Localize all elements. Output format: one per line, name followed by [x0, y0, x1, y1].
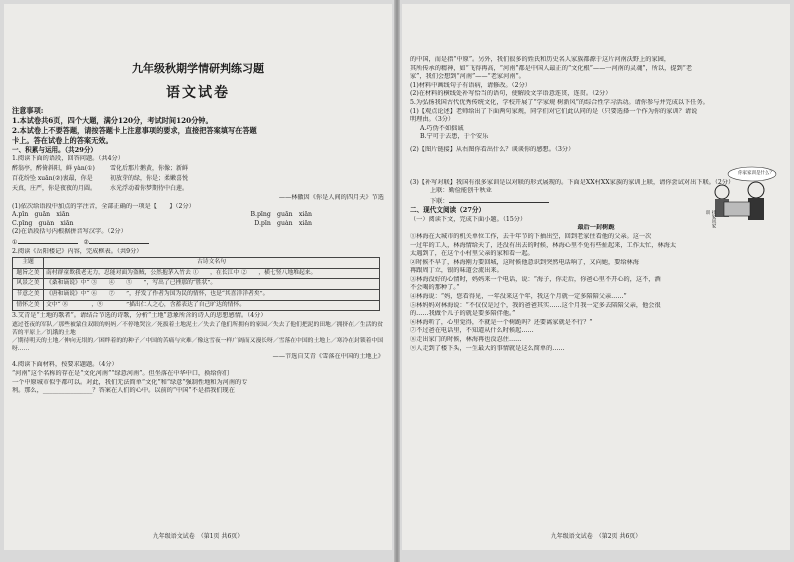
- notice-line: 卡上。答在试卷上的答案无效。: [12, 136, 113, 145]
- story-paragraph: ⑦不过爸在电话里，不知道从什么时候起……: [410, 327, 534, 335]
- part2-heading: 二、现代文阅读（27分）: [410, 206, 486, 215]
- page-right: [402, 4, 790, 550]
- page-footer: 九年级语文试卷 （第2页 共6页）: [550, 533, 642, 540]
- couplet-lower-label: 下联：: [430, 197, 449, 205]
- question-4: 4.阅读下面材料，按要求题题。（4分）: [12, 361, 118, 369]
- cartoon-label: 找家风家训: [705, 210, 716, 228]
- table-row: [13, 279, 380, 290]
- question-5-3: (3)【补写对联】我国有很多家训是以对联的形式展现的。下面是XX村XX家族的家训上联，请你尝试对出下联。（2分）: [410, 178, 735, 186]
- table-cell: 情怀之美: [13, 300, 44, 311]
- poem-line: 醉翁亭，醉倚斜阳，鲜 yàn(①): [12, 165, 95, 172]
- table-row: [13, 300, 380, 311]
- q3-poem: ／期待明天的土地／伸向无垠的／困绊着的的种子／中国的苦痛与灾难／像这雪夜一样广阔而又漫长呀／雪落在中国的土地上／寒冷在封锁着中国呀……: [12, 337, 384, 352]
- poem-col-left: [12, 164, 96, 194]
- poem-col-right: [110, 164, 188, 194]
- answer-blank: [89, 237, 149, 244]
- page-left: [4, 4, 392, 550]
- table-cell: 风景之美: [13, 279, 44, 290]
- story-paragraph: 再跟周丁立，银的味道会流出来。: [410, 267, 503, 275]
- answer-blanks: [12, 237, 384, 248]
- story-paragraph: 不会喝的那种了。”: [410, 284, 460, 292]
- question-3: 3.艾青是“土地的歌者”。请结合节选的诗歌，分析“土地”意象所含的诗人的思想感情。（4分）: [12, 312, 267, 320]
- table-cell: 《桑和谪说》中“ ③ ④ ⑤ ”，写出了已挫那的“胜状”。: [44, 279, 380, 290]
- story-paragraph: ①林海在大城市的机关单位工作，去千年节的下抽出空，回到老家住看他的父亲。这一次: [410, 232, 652, 240]
- story-paragraph: ②时候不早了，林海刚力要回城，这时候他意识到突然电话响了，又向她，要给林海: [410, 258, 639, 266]
- part2-subheading: （一）阅读下文，完成下面小题。（15分）: [410, 215, 527, 223]
- table-header: 主题: [13, 258, 44, 269]
- story-paragraph: 一过年的工人，林海情给天了，还没有出去的时候，林海心里不免有些扯起来，工作太忙，林海太: [410, 241, 677, 249]
- top-margin: [410, 4, 782, 56]
- question-5: 5.为弘扬我国古代优秀传统文化，学校开展了“学家规 树新风”的综合性学习活动。请你参与并完成以下任务。: [410, 98, 709, 106]
- poem-source: ——林徽因《你是人间的四月天》节选: [278, 194, 384, 201]
- poem-line: 水光浮动着你梦期待中白莲。: [110, 185, 189, 192]
- q5-option-a: A.巧伪不如拙诚: [420, 124, 464, 132]
- story-paragraph: ③林海没好的心情时，妈妈来一个电话，说：“海子，你走后，你爸心里不开心的，这不，酒: [410, 275, 661, 283]
- story-paragraph: ⑤林妈妈对林海说：“不仅仅是过个，我的爸爸其实……这个月我一定多去陪陪父亲，他会很: [410, 301, 661, 309]
- table-cell: 文中“ ⑧ ，⑨ ”描出仁人之心，含蓄表达了自己旷达的情怀。: [44, 300, 380, 311]
- option-b: B.pīng guān xiān: [250, 211, 312, 219]
- story-paragraph: ⑧走出家门的时候，林海再也没忍住……: [410, 336, 522, 344]
- q4-text: “河南”这个名称的存在是“文化河南”“绿意河南”。但坐落在中华中口，换给你们: [12, 369, 229, 377]
- question-5-2: (2)【图片链接】从右图你看出什么？谈谈你的感想。（3分）: [410, 145, 575, 153]
- table-cell: 题旨之美: [13, 268, 44, 279]
- page-fold: [394, 0, 400, 562]
- part1-heading: 一、积累与运用。（共29分）: [12, 146, 98, 154]
- q4-text: 利。那么，________________？答案在人们的心中。以前的“中国”不是指我们现在: [12, 387, 235, 395]
- blank-mark-2: ②: [83, 238, 90, 246]
- table-cell: 南村群童欺我老无力，忍能对面为盗贼，公然抱茅入竹去 ① ，在长江中 ② ，横七竖八地堆起来。: [44, 268, 380, 279]
- question-5-1: (1)【观点论述】老师给出了下面两句家规，同学们对它们此认同的是（只要选择一个作为你的家训？请说明理由。（3分）: [410, 107, 698, 124]
- answer-blank: [18, 237, 78, 244]
- exam-subtitle: 语文试卷: [166, 85, 230, 101]
- poem-line: 初放芽的绿，你是；柔嫩喜悦: [110, 175, 189, 182]
- question-1-2: (2)在语段括号内根据拼音写汉字。（2分）: [12, 228, 127, 236]
- exam-title: 九年级秋期学情研判练习题: [132, 62, 264, 75]
- notice-heading: 注意事项:: [12, 106, 44, 115]
- question-2: 2.阅读《岳阳楼记》内容，完成框表。（共9分）: [12, 247, 143, 255]
- option-d: D.pīn guàn xiān: [254, 219, 312, 227]
- poem-block: [12, 164, 384, 194]
- table-row: [13, 289, 380, 300]
- poetry-table: [12, 257, 380, 311]
- story-paragraph: ⑥林海听了，心里觉得，不就是一个树跪吗？还要离家就是不行？”: [410, 318, 593, 326]
- story-paragraph: 太遇到了，在这个小村里父亲的家和看一起。: [410, 250, 534, 258]
- blank-mark-1: ①: [12, 238, 18, 246]
- table-cell: 节意之美: [13, 289, 44, 300]
- poem-line: 雪化后那片鹅黄，你像；新鲜: [110, 165, 189, 172]
- story-paragraph: ④林海说：“妈，您看得见，一年没来这个年，我这个月就一定多陪陪父亲……”: [410, 293, 627, 301]
- table-cell: 《唐和谪说》中“ ⑥ ⑦ ”，抒发了作者为国为民的情怀，也是“其喜洋洋者矣”。: [44, 289, 380, 300]
- q4-text: 一个中原城市似乎都可以。对此，我们无法简单“文化”和“绿意”强制性地和为河南的专: [12, 378, 248, 386]
- question-1: 1.阅读下面的语段，回答问题。（共4分）: [12, 155, 124, 163]
- q4-item: (1)材料中画线句子有语病，请修改。（2分）: [410, 81, 531, 89]
- option-c: C.pīng guàn xiān: [12, 219, 74, 227]
- q1-options: [12, 211, 312, 220]
- table-header-row: [13, 258, 380, 269]
- poem-line: 百花纷坠 xuān(②)衷最，你是: [12, 175, 93, 182]
- cartoon-image: [704, 166, 778, 230]
- couplet-upper: 上联：勤俭能创千秋业: [430, 187, 492, 195]
- q4-item: (2)在材料的横线处补写恰当的语句，使解段文字语意连贯，连贯。（2分）: [410, 90, 612, 98]
- cartoon-bubble: 你家家训是什么？: [738, 171, 774, 176]
- table-row: [13, 268, 380, 279]
- answer-blank: [449, 196, 549, 203]
- notice-line: 1.本试卷共6页，四个大题，满分120分，考试时间120分钟。: [12, 116, 213, 125]
- story-title: 最后一封树跪: [577, 224, 615, 232]
- continued-text: 的中国，而是指“中原”。另外，我们很多的姓氏和历史名人家族都源于这片河南沃野上的家园，: [410, 56, 671, 63]
- story-paragraph: ⑨人走到了楼下头，一生最大的事情就是这么简单的……: [410, 344, 565, 352]
- poem-line: 天真，庄严，你是夜夜的月圆。: [12, 185, 97, 192]
- continued-text: 家”，我们会想到“河南”——“老家河南”。: [410, 73, 525, 81]
- q1-options: [12, 220, 312, 229]
- notice-line: 2.本试卷上不要答题，请按答题卡上注意事项的要求，直接把答案填写在答题: [12, 126, 257, 135]
- page-footer: 九年级语文试卷 （第1页 共6页）: [152, 533, 244, 540]
- continued-text: 其所传承的精神，如“飞得再高，“河南”都是中国人最正的“文化根”——一河南的灵魂”，所以，提到“老: [410, 64, 693, 72]
- story-paragraph: 的……我做个儿子的就是要多陪伴他。”: [410, 310, 516, 318]
- question-1-1: (1)依次给语段中加点的字注音，全部正确的一项是【 】（2分）: [12, 202, 195, 210]
- option-a: A.pīn guān xiān: [12, 211, 70, 219]
- table-header: 古诗文名句: [44, 258, 380, 269]
- q3-poem: 遮过苍夜的军队／那些被蒙住双眼的妈妈／不停地哭泣／死拔着土地泥士／失去了他们所拥有的家园／失去了他们把泥的田地／拥挤在／生活的贫苦的平原上／饥饿的土地: [12, 321, 384, 336]
- q3-source: ——节选自艾青《雪落在中国的土地上》: [272, 352, 384, 360]
- q5-option-b: B.宁可于去患，于个安乐: [420, 133, 489, 141]
